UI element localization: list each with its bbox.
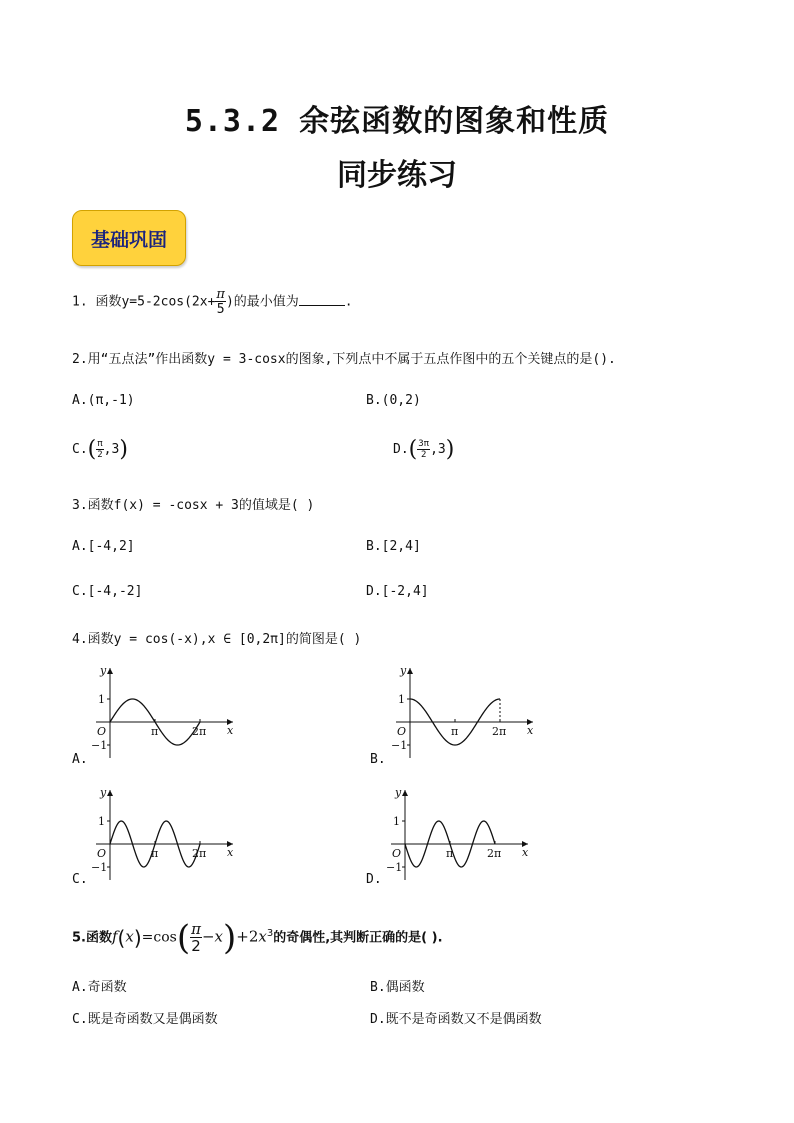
section-badge-label: 基础巩固 (90, 228, 167, 251)
x-label: x (527, 724, 534, 737)
graph-a[interactable] (88, 660, 248, 760)
section-badge (72, 210, 186, 266)
y-axis-arrow (107, 668, 113, 674)
two-pi-label: 2π (192, 847, 207, 860)
neg-one-label: −1 (391, 739, 408, 752)
question-1: 1. 函数y=5-2cos(2x+ $\frac{\pi}{5}$ )的最小值为 . (72, 287, 353, 317)
graph-d[interactable] (383, 782, 543, 882)
two-pi-label: 2π (487, 847, 502, 860)
graph-b[interactable] (388, 660, 548, 760)
q2-option-c[interactable]: C.( $\frac{\pi}{2}$ ,3) (72, 437, 128, 462)
q3-option-d[interactable]: D.[-2,4] (366, 584, 429, 599)
neg-one-label: −1 (91, 739, 108, 752)
two-pi-label: 2π (492, 725, 507, 738)
q4-option-d[interactable]: D. (366, 872, 382, 887)
y-label: y (100, 786, 107, 799)
q4-option-b[interactable]: B. (370, 752, 386, 767)
pi-label: π (151, 725, 159, 738)
question-3: 3.函数f(x) = -cosx + 3的值域是( ) (72, 498, 315, 513)
y-label: y (400, 664, 407, 677)
question-5: 5.函数f(x)=cos( $\frac{\pi}{2}$ $-x)+2x^3$的奇偶性,其判断正确的是( ). (72, 918, 443, 958)
y-axis-arrow (407, 668, 413, 674)
q5-option-c[interactable]: C.既是奇函数又是偶函数 (72, 1012, 218, 1027)
pi-label: π (446, 847, 454, 860)
q4-option-c[interactable]: C. (72, 872, 88, 887)
graph-c[interactable] (88, 782, 248, 882)
q1-answer-blank[interactable] (299, 293, 345, 306)
q2-option-a[interactable]: A.(π,-1) (72, 393, 135, 408)
y-axis-arrow (107, 790, 113, 796)
neg-one-label: −1 (91, 861, 108, 874)
question-4: 4.函数y = cos(-x),x ∈ [0,2π]的简图是( ) (72, 632, 362, 647)
q2-option-d[interactable]: D.( $\frac{3\pi}{2}$ ,3) (393, 437, 455, 462)
y-label: y (395, 786, 402, 799)
origin-label: O (397, 725, 407, 738)
two-pi-label: 2π (192, 725, 207, 738)
origin-label: O (392, 847, 402, 860)
q1-fraction: $\frac{\pi}{5}$ (216, 287, 225, 317)
pi-label: π (151, 847, 159, 860)
origin-label: O (97, 847, 107, 860)
q3-option-b[interactable]: B.[2,4] (366, 539, 421, 554)
one-label: 1 (98, 693, 105, 706)
x-label: x (227, 724, 234, 737)
q4-option-a[interactable]: A. (72, 752, 88, 767)
y-label: y (100, 664, 107, 677)
title-line1: 5.3.2 余弦函数的图象和性质 (184, 104, 610, 139)
origin-label: O (97, 725, 107, 738)
question-2: 2.用“五点法”作出函数y = 3-cosx的图象,下列点中不属于五点作图中的五个关键点的是(). (72, 352, 616, 367)
q3-option-c[interactable]: C.[-4,-2] (72, 584, 143, 599)
q5-option-a[interactable]: A.奇函数 (72, 980, 127, 995)
y-axis-arrow (402, 790, 408, 796)
one-label: 1 (98, 815, 105, 828)
one-label: 1 (393, 815, 400, 828)
x-label: x (227, 846, 234, 859)
neg-one-label: −1 (386, 861, 403, 874)
q3-option-a[interactable]: A.[-4,2] (72, 539, 135, 554)
q2-option-b[interactable]: B.(0,2) (366, 393, 421, 408)
x-label: x (522, 846, 529, 859)
q5-option-d[interactable]: D.既不是奇函数又不是偶函数 (370, 1012, 542, 1027)
one-label: 1 (398, 693, 405, 706)
pi-label: π (451, 725, 459, 738)
q5-option-b[interactable]: B.偶函数 (370, 980, 425, 995)
title-line2: 同步练习 (337, 158, 457, 193)
